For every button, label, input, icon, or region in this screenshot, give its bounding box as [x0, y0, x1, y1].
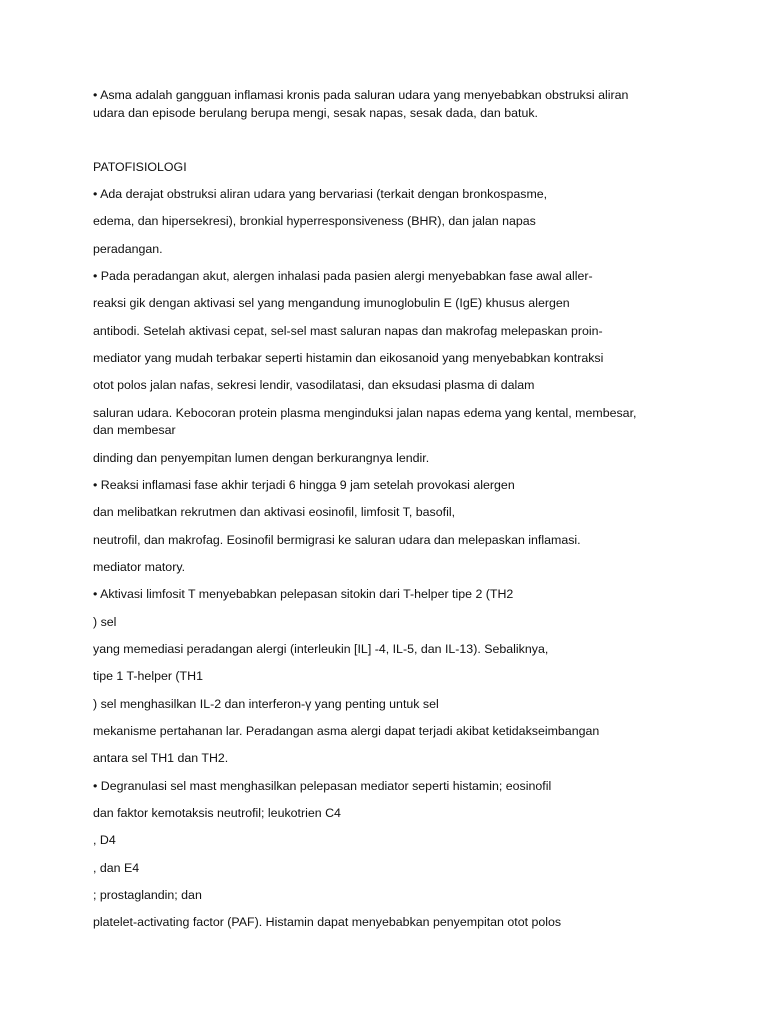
text-line: • Ada derajat obstruksi aliran udara yang bervariasi (terkait dengan bronkospasme, — [93, 187, 548, 201]
text-line: otot polos jalan nafas, sekresi lendir, vasodilatasi, dan eksudasi plasma di dalam — [93, 378, 535, 392]
text-line: dan faktor kemotaksis neutrofil; leukotrien C4 — [93, 806, 341, 820]
text-line: , D4 — [93, 833, 116, 847]
text-line: reaksi gik dengan aktivasi sel yang mengandung imunoglobulin E (IgE) khusus alergen — [93, 296, 570, 310]
text-line: dan membesar — [93, 423, 176, 437]
text-line: , dan E4 — [93, 861, 140, 875]
intro-line-2: udara dan episode berulang berupa mengi, sesak napas, sesak dada, dan batuk. — [93, 106, 539, 120]
text-line: mediator yang mudah terbakar seperti histamin dan eikosanoid yang menyebabkan kontraksi — [93, 351, 604, 365]
text-line: • Aktivasi limfosit T menyebabkan pelepasan sitokin dari T-helper tipe 2 (TH2 — [93, 587, 514, 601]
text-line: saluran udara. Kebocoran protein plasma menginduksi jalan napas edema yang kental, membesar, — [93, 406, 637, 420]
text-line: mekanisme pertahanan lar. Peradangan asma alergi dapat terjadi akibat ketidakseimbangan — [93, 724, 600, 738]
text-line: edema, dan hipersekresi), bronkial hyperresponsiveness (BHR), dan jalan napas — [93, 214, 536, 228]
text-line: • Degranulasi sel mast menghasilkan pelepasan mediator seperti histamin; eosinofil — [93, 779, 552, 793]
text-line: ) sel menghasilkan IL-2 dan interferon-γ yang penting untuk sel — [93, 697, 439, 711]
text-line: yang memediasi peradangan alergi (interleukin [IL] -4, IL-5, dan IL-13). Sebaliknya, — [93, 642, 549, 656]
text-line: antara sel TH1 dan TH2. — [93, 751, 229, 765]
text-line: dinding dan penyempitan lumen dengan berkurangnya lendir. — [93, 451, 430, 465]
text-line: platelet-activating factor (PAF). Histamin dapat menyebabkan penyempitan otot polos — [93, 915, 562, 929]
intro-line-1: • Asma adalah gangguan inflamasi kronis pada saluran udara yang menyebabkan obstruksi aliran — [93, 88, 629, 102]
text-line: ) sel — [93, 615, 117, 629]
text-line: peradangan. — [93, 242, 163, 256]
text-line: dan melibatkan rekrutmen dan aktivasi eosinofil, limfosit T, basofil, — [93, 505, 456, 519]
section-heading: PATOFISIOLOGI — [93, 160, 187, 174]
text-line: ; prostaglandin; dan — [93, 888, 202, 902]
text-line: mediator matory. — [93, 560, 186, 574]
text-line: • Pada peradangan akut, alergen inhalasi pada pasien alergi menyebabkan fase awal aller- — [93, 269, 593, 283]
text-line: tipe 1 T-helper (TH1 — [93, 669, 203, 683]
text-line: antibodi. Setelah aktivasi cepat, sel-sel mast saluran napas dan makrofag melepaskan proin- — [93, 324, 603, 338]
text-line: • Reaksi inflamasi fase akhir terjadi 6 hingga 9 jam setelah provokasi alergen — [93, 478, 515, 492]
text-line: neutrofil, dan makrofag. Eosinofil bermigrasi ke saluran udara dan melepaskan inflamasi. — [93, 533, 581, 547]
